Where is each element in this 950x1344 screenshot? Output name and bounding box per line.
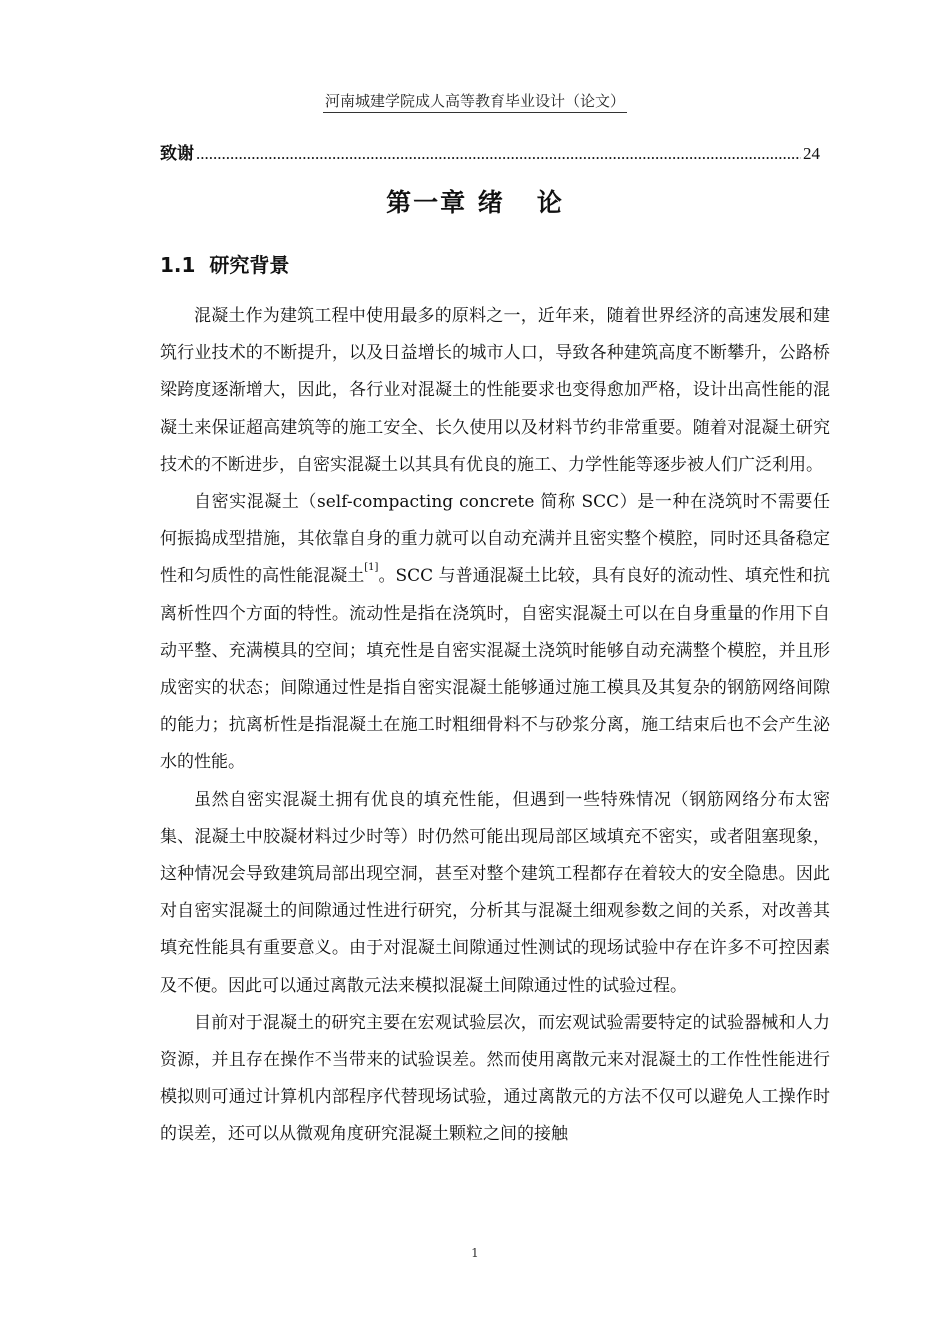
paragraph: 目前对于混凝土的研究主要在宏观试验层次，而宏观试验需要特定的试验器械和人力资源，并且存在操作不当带来的试验误差。然而使用离散元来对混凝土的工作性性能进行模拟则可通过计算机内部程序代替现场试验，通过离散元的方法不仅可以避免人工操作时的误差，还可以从微观角度研究混凝土颗粒之间的接触 <box>160 1012 830 1145</box>
citation-ref[interactable]: [1] <box>364 562 379 574</box>
paragraph <box>160 484 830 782</box>
paragraph-text: 。SCC 与普通混凝土比较，具有良好的流动性、填充性和抗离析性四个方面的特性。流动性是指在浇筑时，自密实混凝土可以在自身重量的作用下自动平整、充满模具的空间；填充性是自密实混凝土浇筑时能够自动充满整个模腔，并且形成密实的状态；间隙通过性是指自密实混凝土能够通过施工模具及其复杂的钢筋网络间隙的能力；抗离析性是指混凝土在施工时粗细骨料不与砂浆分离，施工结束后也不会产生泌水的性能。 <box>160 566 830 773</box>
section-heading: 1.1 研究背景 <box>160 253 290 277</box>
page-number: 1 <box>471 1246 479 1260</box>
header-title: 河南城建学院成人高等教育毕业设计（论文） <box>323 92 627 113</box>
toc-leader-dots <box>196 144 801 164</box>
paragraph: 混凝土作为建筑工程中使用最多的原料之一，近年来，随着世界经济的高速发展和建筑行业技术的不断提升，以及日益增长的城市人口，导致各种建筑高度不断攀升，公路桥梁跨度逐渐增大，因此，各行业对混凝土的性能要求也变得愈加严格，设计出高性能的混凝土来保证超高建筑等的施工安全、长久使用以及材料节约非常重要。随着对混凝土研究技术的不断进步，自密实混凝土以其具有优良的施工、力学性能等逐步被人们广泛利用。 <box>160 306 830 475</box>
toc-entry-page: 24 <box>803 144 820 163</box>
toc-entry-acknowledgements[interactable] <box>160 139 820 164</box>
page-header <box>0 90 950 111</box>
body-text <box>160 298 830 1154</box>
chapter-title: 第一章 绪 论 <box>386 188 564 217</box>
toc-entry-title: 致谢 <box>160 144 194 164</box>
paragraph-text: 自密实混凝土（self-compacting concrete 简称 SCC）是一种在浇筑时不需要任何振捣成型措施，其依靠自身的重力就可以自动充满并且密实整个模腔，同时还具备稳定性和匀质性的高性能混凝土 <box>160 492 830 587</box>
paragraph: 虽然自密实混凝土拥有优良的填充性能，但遇到一些特殊情况（钢筋网络分布太密集、混凝土中胶凝材料过少时等）时仍然可能出现局部区域填充不密实，或者阻塞现象，这种情况会导致建筑局部出现空洞，甚至对整个建筑工程都存在着较大的安全隐患。因此对自密实混凝土的间隙通过性进行研究，分析其与混凝土细观参数之间的关系，对改善其填充性能具有重要意义。由于对混凝土间隙通过性测试的现场试验中存在许多不可控因素及不便。因此可以通过离散元法来模拟混凝土间隙通过性的试验过程。 <box>160 789 830 996</box>
